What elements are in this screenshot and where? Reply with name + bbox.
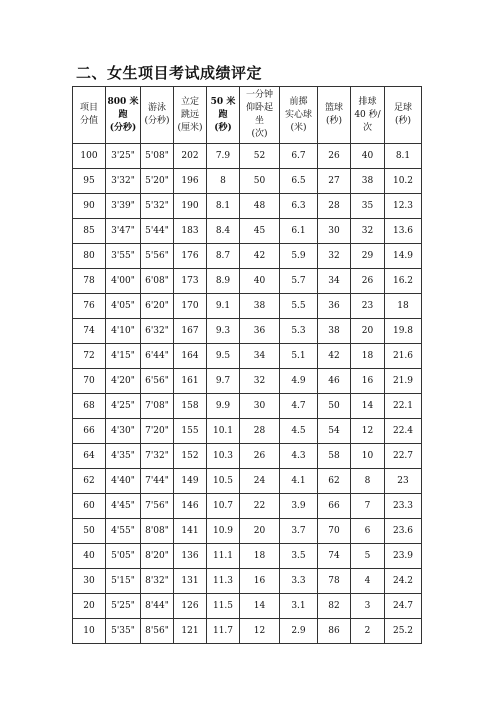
table-cell: 5'32" (141, 194, 174, 219)
table-cell: 28 (240, 419, 280, 444)
table-cell: 9.3 (207, 319, 240, 344)
table-cell: 8'32" (141, 569, 174, 594)
table-cell: 32 (318, 244, 351, 269)
table-row (73, 494, 422, 519)
table-cell: 5.3 (280, 319, 318, 344)
table-row (73, 544, 422, 569)
table-cell: 149 (174, 469, 207, 494)
header-line: 项目 (79, 103, 98, 113)
score-cell: 95 (73, 169, 106, 194)
table-cell: 202 (174, 144, 207, 169)
score-cell: 40 (73, 544, 106, 569)
table-cell: 9.9 (207, 394, 240, 419)
score-cell: 20 (73, 594, 106, 619)
column-header (318, 87, 351, 144)
table-row (73, 569, 422, 594)
table-cell: 4.7 (280, 394, 318, 419)
table-cell: 8'20" (141, 544, 174, 569)
table-cell: 24.2 (385, 569, 422, 594)
table-cell: 11.5 (207, 594, 240, 619)
header-line: 仰卧起 (245, 103, 273, 113)
header-line: 跳远 (180, 109, 199, 120)
table-cell: 8.9 (207, 269, 240, 294)
table-cell: 8'08" (141, 519, 174, 544)
table-cell: 40 (351, 144, 385, 169)
table-cell: 8.1 (385, 144, 422, 169)
table-cell: 7.9 (207, 144, 240, 169)
table-cell: 16 (351, 369, 385, 394)
header-line: 跑 (118, 109, 128, 120)
page-title: 二、女生项目考试成绩评定 (76, 64, 263, 82)
header-line: (米) (290, 122, 307, 133)
table-cell: 58 (318, 444, 351, 469)
table-cell: 6'32" (141, 319, 174, 344)
column-header (141, 87, 174, 144)
header-line: 50 米 (210, 96, 236, 107)
table-cell: 25.2 (385, 619, 422, 644)
table-cell: 6.5 (280, 169, 318, 194)
table-cell: 7'20" (141, 419, 174, 444)
table-cell: 86 (318, 619, 351, 644)
header-line: (分秒) (109, 122, 137, 133)
table-cell: 7'32" (141, 444, 174, 469)
table-cell: 26 (351, 269, 385, 294)
table-row (73, 519, 422, 544)
table-cell: 22.1 (385, 394, 422, 419)
table-cell: 34 (240, 344, 280, 369)
table-cell: 36 (240, 319, 280, 344)
table-cell: 5'15" (106, 569, 141, 594)
table-cell: 29 (351, 244, 385, 269)
table-cell: 11.7 (207, 619, 240, 644)
table-cell: 23.3 (385, 494, 422, 519)
score-cell: 64 (73, 444, 106, 469)
table-cell: 170 (174, 294, 207, 319)
header-line: (秒) (325, 116, 343, 126)
table-cell: 4'25" (106, 394, 141, 419)
table-cell: 7'56" (141, 494, 174, 519)
table-cell: 16.2 (385, 269, 422, 294)
table-cell: 4'40" (106, 469, 141, 494)
table-cell: 167 (174, 319, 207, 344)
table-cell: 3'32" (106, 169, 141, 194)
table-cell: 62 (318, 469, 351, 494)
table-cell: 141 (174, 519, 207, 544)
table-cell: 4'35" (106, 444, 141, 469)
table-cell: 3'39" (106, 194, 141, 219)
table-cell: 22.4 (385, 419, 422, 444)
table-row (73, 269, 422, 294)
column-header (73, 87, 106, 144)
score-cell: 68 (73, 394, 106, 419)
score-cell: 90 (73, 194, 106, 219)
table-cell: 176 (174, 244, 207, 269)
table-cell: 3'55" (106, 244, 141, 269)
table-cell: 7'44" (141, 469, 174, 494)
table-cell: 4'10" (106, 319, 141, 344)
table-cell: 14.9 (385, 244, 422, 269)
table-cell: 5.7 (280, 269, 318, 294)
table-cell: 6.7 (280, 144, 318, 169)
table-cell: 6.3 (280, 194, 318, 219)
table-cell: 10.2 (385, 169, 422, 194)
table-cell: 12.3 (385, 194, 422, 219)
table-cell: 8 (351, 469, 385, 494)
table-cell: 26 (240, 444, 280, 469)
table-cell: 10.5 (207, 469, 240, 494)
table-cell: 10.3 (207, 444, 240, 469)
table-cell: 23 (385, 469, 422, 494)
table-cell: 6'20" (141, 294, 174, 319)
header-line: 实心球 (284, 109, 312, 120)
table-cell: 46 (318, 369, 351, 394)
table-cell: 183 (174, 219, 207, 244)
table-cell: 136 (174, 544, 207, 569)
score-cell: 62 (73, 469, 106, 494)
score-cell: 60 (73, 494, 106, 519)
header-line: (分秒) (144, 116, 170, 126)
header-row (73, 87, 422, 144)
table-cell: 4.9 (280, 369, 318, 394)
table-cell: 5'20" (141, 169, 174, 194)
header-line: 游泳 (147, 103, 166, 113)
table-cell: 4 (351, 569, 385, 594)
table-cell: 4'30" (106, 419, 141, 444)
table-cell: 5'25" (106, 594, 141, 619)
table-cell: 4'15" (106, 344, 141, 369)
table-cell: 126 (174, 594, 207, 619)
table-cell: 8 (207, 169, 240, 194)
table-cell: 32 (240, 369, 280, 394)
score-cell: 66 (73, 419, 106, 444)
table-cell: 9.5 (207, 344, 240, 369)
table-cell: 50 (240, 169, 280, 194)
score-cell: 10 (73, 619, 106, 644)
score-cell: 50 (73, 519, 106, 544)
header-line: 立定 (180, 96, 199, 107)
table-cell: 4.3 (280, 444, 318, 469)
table-cell: 5'05" (106, 544, 141, 569)
table-cell: 3.7 (280, 519, 318, 544)
header-line: 一分钟 (245, 90, 273, 100)
table-cell: 5'08" (141, 144, 174, 169)
table-cell: 4.5 (280, 419, 318, 444)
header-line: (秒) (214, 122, 232, 133)
table-cell: 24 (240, 469, 280, 494)
table-cell: 42 (318, 344, 351, 369)
table-cell: 24.7 (385, 594, 422, 619)
table-cell: 28 (318, 194, 351, 219)
header-line: 足球 (393, 103, 412, 113)
table-cell: 18 (240, 544, 280, 569)
table-cell: 161 (174, 369, 207, 394)
table-cell: 10 (351, 444, 385, 469)
table-cell: 66 (318, 494, 351, 519)
table-cell: 32 (351, 219, 385, 244)
table-cell: 14 (240, 594, 280, 619)
score-cell: 85 (73, 219, 106, 244)
score-cell: 72 (73, 344, 106, 369)
column-header (351, 87, 385, 144)
table-cell: 40 (240, 269, 280, 294)
header-line: 800 米 (107, 96, 139, 107)
table-cell: 23 (351, 294, 385, 319)
header-line: (厘米) (177, 122, 203, 133)
table-cell: 18 (385, 294, 422, 319)
score-table (72, 86, 422, 644)
table-cell: 8.7 (207, 244, 240, 269)
table-cell: 152 (174, 444, 207, 469)
column-header (385, 87, 422, 144)
table-cell: 4'05" (106, 294, 141, 319)
table-cell: 74 (318, 544, 351, 569)
table-cell: 9.1 (207, 294, 240, 319)
table-cell: 164 (174, 344, 207, 369)
table-cell: 38 (351, 169, 385, 194)
table-cell: 12 (240, 619, 280, 644)
header-line: 前掷 (289, 96, 308, 107)
table-cell: 173 (174, 269, 207, 294)
table-cell: 82 (318, 594, 351, 619)
table-cell: 48 (240, 194, 280, 219)
header-line: 40 秒/ (354, 109, 381, 120)
score-cell: 76 (73, 294, 106, 319)
table-cell: 6 (351, 519, 385, 544)
table-cell: 10.1 (207, 419, 240, 444)
table-cell: 78 (318, 569, 351, 594)
table-row (73, 469, 422, 494)
score-cell: 80 (73, 244, 106, 269)
table-cell: 196 (174, 169, 207, 194)
table-cell: 10.7 (207, 494, 240, 519)
table-cell: 8'44" (141, 594, 174, 619)
table-cell: 35 (351, 194, 385, 219)
column-header (280, 87, 318, 144)
table-cell: 8.1 (207, 194, 240, 219)
table-cell: 190 (174, 194, 207, 219)
table-row (73, 194, 422, 219)
table-row (73, 294, 422, 319)
table-cell: 5'56" (141, 244, 174, 269)
table-header (73, 87, 422, 144)
table-cell: 11.1 (207, 544, 240, 569)
table-cell: 121 (174, 619, 207, 644)
table-cell: 12 (351, 419, 385, 444)
table-cell: 18 (351, 344, 385, 369)
table-cell: 54 (318, 419, 351, 444)
table-row (73, 444, 422, 469)
column-header (106, 87, 141, 144)
table-cell: 6.1 (280, 219, 318, 244)
table-row (73, 169, 422, 194)
table-cell: 30 (240, 394, 280, 419)
table-cell: 16 (240, 569, 280, 594)
header-line: 分值 (79, 116, 98, 126)
table-cell: 36 (318, 294, 351, 319)
header-line: 排球 (358, 96, 377, 107)
table-cell: 23.6 (385, 519, 422, 544)
table-cell: 3'25" (106, 144, 141, 169)
table-row (73, 144, 422, 169)
table-cell: 38 (240, 294, 280, 319)
table-cell: 42 (240, 244, 280, 269)
table-cell: 3.3 (280, 569, 318, 594)
header-line: 篮球 (324, 103, 343, 113)
table-row (73, 369, 422, 394)
table-cell: 3.1 (280, 594, 318, 619)
table-cell: 10.9 (207, 519, 240, 544)
header-line: 坐 (254, 116, 264, 126)
table-cell: 6'08" (141, 269, 174, 294)
table-cell: 2.9 (280, 619, 318, 644)
table-row (73, 594, 422, 619)
table-cell: 5 (351, 544, 385, 569)
table-cell: 6'44" (141, 344, 174, 369)
table-cell: 4'00" (106, 269, 141, 294)
table-cell: 5.5 (280, 294, 318, 319)
table-cell: 131 (174, 569, 207, 594)
table-cell: 14 (351, 394, 385, 419)
table-cell: 21.9 (385, 369, 422, 394)
header-line: (次) (251, 129, 268, 139)
table-row (73, 419, 422, 444)
table-cell: 38 (318, 319, 351, 344)
score-cell: 74 (73, 319, 106, 344)
table-row (73, 244, 422, 269)
table-row (73, 344, 422, 369)
table-cell: 146 (174, 494, 207, 519)
table-cell: 5.9 (280, 244, 318, 269)
table-row (73, 394, 422, 419)
table-row (73, 219, 422, 244)
table-row (73, 319, 422, 344)
table-row (73, 619, 422, 644)
table-cell: 13.6 (385, 219, 422, 244)
column-header (207, 87, 240, 144)
table-cell: 4'20" (106, 369, 141, 394)
table-cell: 4.1 (280, 469, 318, 494)
table-cell: 70 (318, 519, 351, 544)
table-cell: 7'08" (141, 394, 174, 419)
score-cell: 100 (73, 144, 106, 169)
table-cell: 23.9 (385, 544, 422, 569)
table-cell: 20 (351, 319, 385, 344)
table-cell: 8.4 (207, 219, 240, 244)
table-cell: 11.3 (207, 569, 240, 594)
table-cell: 30 (318, 219, 351, 244)
table-cell: 3 (351, 594, 385, 619)
score-cell: 30 (73, 569, 106, 594)
table-cell: 27 (318, 169, 351, 194)
table-cell: 34 (318, 269, 351, 294)
table-cell: 21.6 (385, 344, 422, 369)
table-cell: 7 (351, 494, 385, 519)
table-cell: 20 (240, 519, 280, 544)
table-cell: 155 (174, 419, 207, 444)
table-cell: 3.5 (280, 544, 318, 569)
table-cell: 19.8 (385, 319, 422, 344)
table-cell: 26 (318, 144, 351, 169)
score-cell: 70 (73, 369, 106, 394)
table-cell: 45 (240, 219, 280, 244)
table-cell: 22.7 (385, 444, 422, 469)
header-line: 次 (362, 122, 372, 133)
table-cell: 5.1 (280, 344, 318, 369)
table-cell: 9.7 (207, 369, 240, 394)
column-header (174, 87, 207, 144)
table-cell: 3'47" (106, 219, 141, 244)
table-cell: 5'44" (141, 219, 174, 244)
table-cell: 6'56" (141, 369, 174, 394)
score-cell: 78 (73, 269, 106, 294)
header-line: 跑 (218, 109, 228, 120)
table-cell: 2 (351, 619, 385, 644)
table-cell: 5'35" (106, 619, 141, 644)
table-cell: 4'55" (106, 519, 141, 544)
table-cell: 4'45" (106, 494, 141, 519)
header-line: (秒) (394, 116, 412, 126)
table-cell: 3.9 (280, 494, 318, 519)
table-cell: 22 (240, 494, 280, 519)
table-body (73, 144, 422, 644)
table-cell: 158 (174, 394, 207, 419)
table-cell: 52 (240, 144, 280, 169)
column-header (240, 87, 280, 144)
table-cell: 8'56" (141, 619, 174, 644)
table-cell: 50 (318, 394, 351, 419)
